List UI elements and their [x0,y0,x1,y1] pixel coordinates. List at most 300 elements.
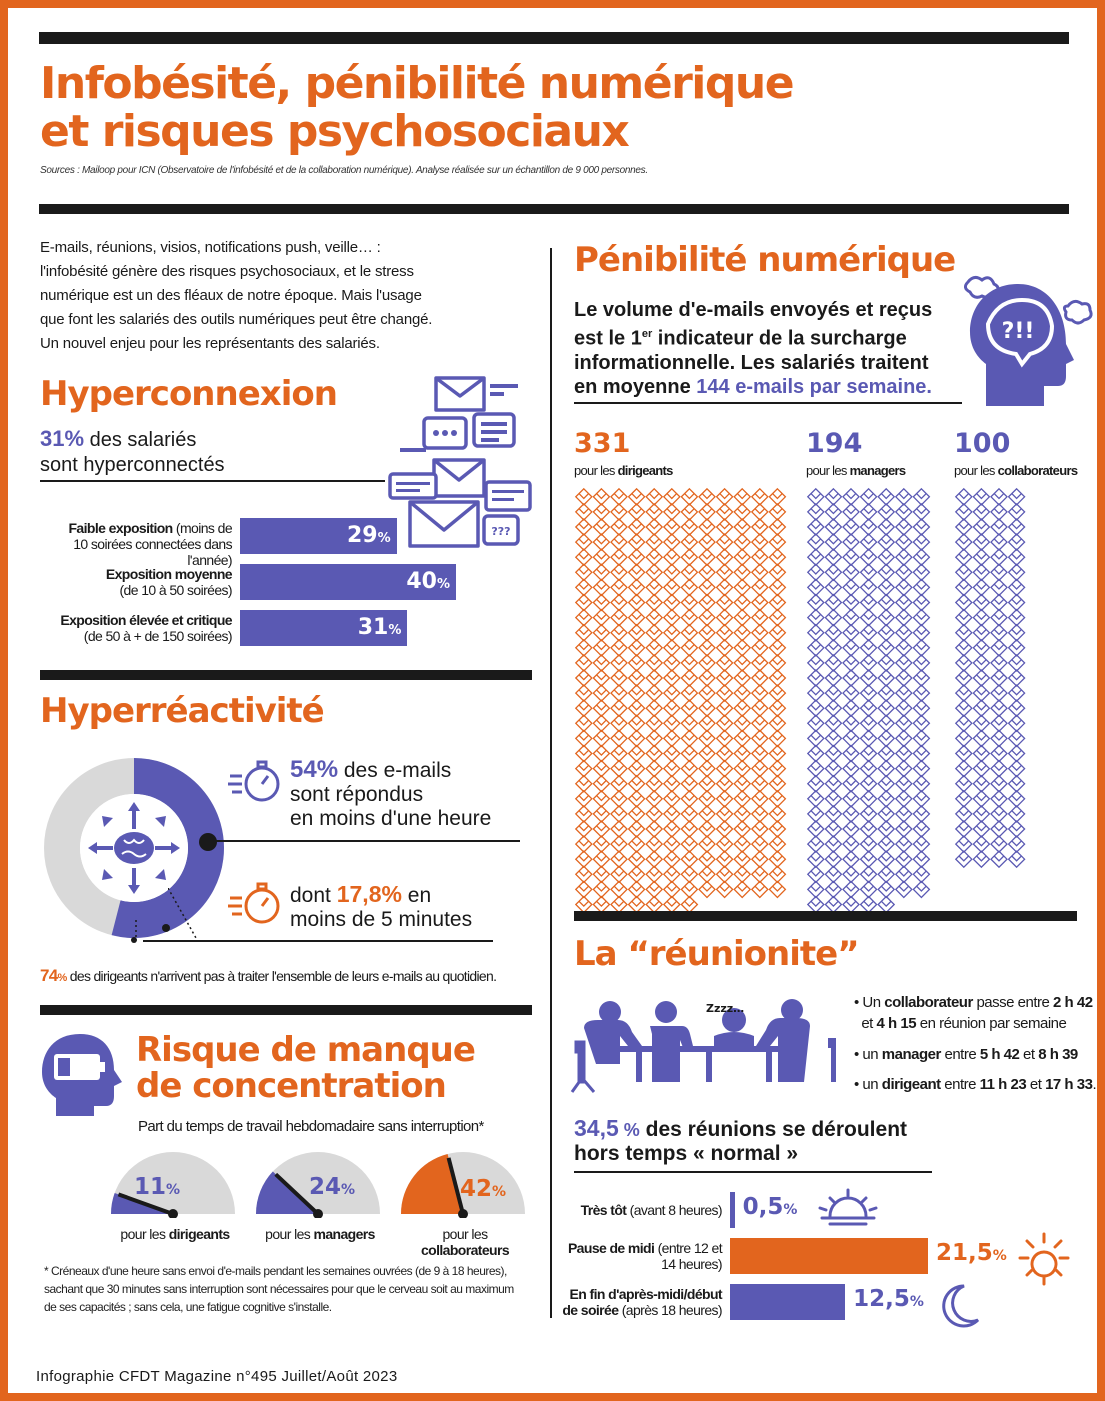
email-glyph [646,579,662,595]
email-glyph [664,595,680,611]
email-glyph [593,519,609,535]
email-glyph [752,534,768,550]
email-glyph [734,881,750,897]
email-glyph [973,655,989,671]
email-glyph [576,534,592,550]
email-glyph [843,685,859,701]
email-glyph [956,595,972,611]
email-glyph [878,595,894,611]
reunion-bullet-manager: • un manager entre 5 h 42 et 8 h 39 [854,1046,1078,1063]
email-glyph [973,851,989,867]
email-glyph [611,564,627,580]
email-glyph [629,851,645,867]
email-glyph [664,534,680,550]
email-glyph [576,806,592,822]
email-glyph [699,595,715,611]
email-glyph [769,866,785,882]
email-glyph [913,776,929,792]
email-glyph [734,595,750,611]
email-glyph [991,640,1007,656]
email-glyph [913,489,929,505]
email-glyph [664,821,680,837]
callout-line [208,840,520,842]
email-glyph [861,761,877,777]
penibilite-underline [574,402,962,404]
email-glyph [611,655,627,671]
email-glyph [681,504,697,520]
email-glyph [861,776,877,792]
email-glyph [681,579,697,595]
email-glyph [664,791,680,807]
stressed-head-icon [958,270,1096,410]
page-title-line1: Infobésité, pénibilité numérique [40,58,794,109]
email-glyph [861,579,877,595]
email-glyph [576,821,592,837]
email-glyph [629,625,645,641]
email-glyph [646,776,662,792]
email-glyph [576,595,592,611]
email-glyph [843,791,859,807]
email-glyph [896,791,912,807]
email-glyph [752,700,768,716]
email-glyph [717,746,733,762]
email-glyph [646,564,662,580]
email-glyph [878,579,894,595]
email-glyph [593,489,609,505]
reactivity-54-value: 54% [290,756,339,783]
hc-bar-label-bold: Faible exposition [68,520,173,536]
email-glyph [769,640,785,656]
email-glyph [973,579,989,595]
email-glyph [878,746,894,762]
email-glyph [825,761,841,777]
email-glyph [896,836,912,852]
reunion-stat-text: hors temps « normal » [574,1142,799,1165]
email-glyph [681,746,697,762]
email-glyph [808,534,824,550]
email-glyph [808,519,824,535]
gauge-pct: % [166,1182,181,1198]
email-glyph [973,821,989,837]
email-glyph [861,625,877,641]
email-glyph [717,564,733,580]
email-glyph [664,564,680,580]
email-glyph [843,595,859,611]
email-glyph [646,715,662,731]
email-glyph [629,715,645,731]
email-glyph [956,610,972,626]
email-glyph [734,670,750,686]
email-glyph [699,715,715,731]
email-glyph [769,625,785,641]
email-glyph [878,806,894,822]
reunion-bar-label-bold: Pause de midi [567,1240,655,1256]
email-glyph [576,504,592,520]
email-glyph [629,489,645,505]
email-glyph [611,579,627,595]
email-glyph [769,579,785,595]
reactivity-text: moins de 5 minutes [290,908,473,931]
email-glyph [769,821,785,837]
email-glyph [861,866,877,882]
email-glyph [752,610,768,626]
email-glyph [611,625,627,641]
email-glyph [593,761,609,777]
email-glyph [956,489,972,505]
email-glyph [956,715,972,731]
email-glyph [913,746,929,762]
email-glyph [1009,549,1025,565]
stopwatch-icon [228,758,284,806]
gauge-label [400,1226,530,1258]
email-glyph [681,564,697,580]
email-glyph [699,791,715,807]
email-glyph [629,640,645,656]
email-glyph [611,836,627,852]
email-glyph [681,776,697,792]
email-glyph [769,610,785,626]
email-glyph [752,549,768,565]
email-glyph [576,564,592,580]
email-glyph [991,564,1007,580]
hyperconnexion-stat [40,426,225,478]
email-glyph [896,595,912,611]
email-glyph [825,640,841,656]
email-glyph [681,806,697,822]
head-battery-icon [40,1032,132,1118]
email-glyph [593,670,609,686]
email-glyph [808,715,824,731]
email-glyph [808,595,824,611]
email-glyph [878,836,894,852]
email-glyph [699,670,715,686]
email-glyph [1009,625,1025,641]
reunion-bar-label-line2: (après 18 heures) [618,1302,722,1318]
email-glyph [913,564,929,580]
email-glyph [734,489,750,505]
email-glyph [973,519,989,535]
email-glyph [734,579,750,595]
reunion-bar-value [853,1286,924,1312]
header-bottom-rule [39,204,1069,214]
email-glyph [576,640,592,656]
penibilite-line: en moyenne [574,375,697,398]
email-glyph [629,821,645,837]
email-glyph [699,821,715,837]
email-glyph [991,851,1007,867]
email-glyph [681,685,697,701]
email-glyph [896,549,912,565]
email-glyph [576,881,592,897]
email-glyph [1009,730,1025,746]
email-glyph [956,625,972,641]
concentration-footnote [44,1262,514,1316]
email-glyph [664,715,680,731]
email-glyph [843,851,859,867]
email-glyph [734,761,750,777]
email-glyph [646,640,662,656]
bullet-text: et [861,1015,877,1032]
email-glyph [769,836,785,852]
email-glyph [913,700,929,716]
email-glyph [664,640,680,656]
email-glyph [734,534,750,550]
email-glyph [843,836,859,852]
email-glyph [576,730,592,746]
email-glyph [629,761,645,777]
email-glyph [611,595,627,611]
email-glyph [913,761,929,777]
email-glyph [593,610,609,626]
reunion-bullet-collaborateur: • Un collaborateur passe entre 2 h 42 et 4 h 15 en réunion par semaine [854,994,1093,1032]
email-glyph [681,821,697,837]
intro-text [40,236,432,356]
email-glyph [629,595,645,611]
email-glyph [1009,595,1025,611]
email-glyph [611,746,627,762]
email-glyph [611,866,627,882]
email-glyph [956,700,972,716]
email-glyph [913,519,929,535]
email-glyph [973,670,989,686]
email-glyph [1009,640,1025,656]
email-glyph [878,685,894,701]
email-glyph [664,655,680,671]
email-glyph [769,670,785,686]
email-glyph [843,489,859,505]
email-glyph [699,579,715,595]
email-glyph [825,489,841,505]
email-glyph [896,504,912,520]
email-glyph [646,761,662,777]
email-glyph [769,549,785,565]
email-glyph [991,595,1007,611]
email-glyph [825,564,841,580]
email-glyph [878,655,894,671]
email-glyph [717,685,733,701]
email-glyph [878,730,894,746]
email-glyph [1009,489,1025,505]
email-glyph [825,655,841,671]
email-glyph [843,776,859,792]
pictogram-label [806,463,905,478]
email-glyph [611,549,627,565]
email-glyph [681,761,697,777]
email-glyph [861,595,877,611]
email-glyph [593,564,609,580]
hc-bar-value: 29 [346,523,378,548]
email-glyph [913,730,929,746]
email-glyph [752,579,768,595]
reunion-bar [730,1284,845,1320]
email-glyph [646,655,662,671]
gauge-label-pre: pour les [442,1226,488,1242]
intro-line: que font les salariés des outils numériques peut être changé. [40,311,433,328]
email-glyph [861,519,877,535]
email-glyph [956,504,972,520]
gauge-value-number: 24 [309,1174,342,1200]
email-glyph [717,881,733,897]
email-glyph [973,715,989,731]
email-glyph [1009,715,1025,731]
footnote-line: sachant que 30 minutes sans interruption sont nécessaires pour que le cerveau soit au maximum [44,1282,514,1296]
footer-credit: Infographie CFDT Magazine n°495 Juillet/Août 2023 [36,1368,398,1385]
email-glyph [861,489,877,505]
hyperconnexion-stat-text: sont hyperconnectés [40,454,225,476]
email-glyph [878,519,894,535]
pictogram-label [574,463,673,478]
email-glyph [734,625,750,641]
email-glyph [825,549,841,565]
email-glyph [646,866,662,882]
email-glyph [576,625,592,641]
penibilite-line: est le 1 [574,327,642,350]
email-glyph [593,836,609,852]
email-glyph [808,655,824,671]
email-glyph [681,534,697,550]
email-glyph [808,685,824,701]
email-glyph [878,504,894,520]
email-glyph [769,685,785,701]
email-glyph [681,640,697,656]
email-glyph [664,685,680,701]
email-glyph [878,610,894,626]
email-glyph [681,549,697,565]
email-glyph [843,640,859,656]
email-glyph [717,776,733,792]
email-glyph [1009,564,1025,580]
intro-line: l'infobésité génère des risques psychosociaux, et le stress [40,263,414,280]
hc-bar-pct: % [377,531,391,546]
email-glyph [991,791,1007,807]
email-glyph [769,746,785,762]
column-divider [550,248,552,1318]
email-glyph [913,655,929,671]
email-glyph [913,670,929,686]
penibilite-144-emails: 144 e-mails par semaine. [696,375,932,398]
bullet-text: entre [940,1076,980,1093]
email-glyph [699,806,715,822]
email-glyph [861,670,877,686]
footnote-line: * Créneaux d'une heure sans envoi d'e-mails pendant les semaines ouvrées (de 9 à 18 heures), [44,1264,507,1278]
email-glyph [896,655,912,671]
email-glyph [991,776,1007,792]
email-glyph [681,595,697,611]
email-glyph [861,881,877,897]
email-glyph [629,836,645,852]
bullet-value: 8 h 39 [1038,1046,1078,1063]
email-glyph [629,519,645,535]
email-glyph [861,851,877,867]
hc-bar-pct: % [436,577,450,592]
reunion-bar [730,1238,928,1274]
email-glyph [808,670,824,686]
gauge-value [309,1174,355,1200]
meeting-people-icon [566,998,848,1094]
email-glyph [717,730,733,746]
email-glyph [825,836,841,852]
email-glyph [734,640,750,656]
email-glyph [896,489,912,505]
email-glyph [973,761,989,777]
email-glyph [1009,670,1025,686]
email-glyph [769,655,785,671]
email-glyph [825,866,841,882]
email-glyph [664,776,680,792]
hc-bar-label-line2: 10 soirées connectées dans l'année) [73,536,232,568]
email-glyph [913,549,929,565]
email-glyph [843,806,859,822]
email-glyph [681,655,697,671]
email-glyph [843,715,859,731]
email-glyph [646,746,662,762]
email-glyph [734,504,750,520]
email-glyph [752,640,768,656]
email-glyph [991,685,1007,701]
bullet-text: entre [940,1046,980,1063]
email-glyph [808,579,824,595]
pictogram-label-pre: pour les [806,463,850,478]
email-glyph [913,685,929,701]
email-glyph [769,519,785,535]
email-glyph [576,549,592,565]
email-glyph [991,610,1007,626]
email-glyph [629,791,645,807]
email-glyph [611,776,627,792]
email-glyph [956,670,972,686]
email-glyph [825,519,841,535]
email-glyph [913,791,929,807]
email-glyph [664,579,680,595]
email-glyph [843,761,859,777]
reactivity-text: des e-mails [338,759,452,782]
gauge-value [460,1176,506,1202]
email-glyph [991,761,1007,777]
email-glyph [808,881,824,897]
email-glyph [878,791,894,807]
email-glyph [681,610,697,626]
email-glyph [956,761,972,777]
email-glyph [593,534,609,550]
email-glyph [593,866,609,882]
pictogram-collaborateurs [952,484,1028,872]
penibilite-title: Pénibilité numérique [574,240,956,280]
email-glyph [878,776,894,792]
pictogram-value: 100 [954,428,1011,459]
email-glyph [734,519,750,535]
email-glyph [913,881,929,897]
gauge-label-who: managers [313,1226,375,1242]
penibilite-text [574,298,932,399]
email-glyph [734,836,750,852]
email-glyph [734,610,750,626]
email-glyph [752,776,768,792]
email-glyph [646,489,662,505]
hc-bar [240,518,397,554]
email-glyph [734,776,750,792]
email-glyph [752,595,768,611]
email-glyph [808,866,824,882]
hc-bar-label-bold: Exposition moyenne [105,566,232,582]
email-glyph [576,866,592,882]
email-glyph [681,730,697,746]
email-glyph [878,625,894,641]
email-glyph [913,504,929,520]
email-glyph [896,851,912,867]
section-divider [574,911,1077,921]
email-glyph [752,489,768,505]
email-glyph [896,715,912,731]
